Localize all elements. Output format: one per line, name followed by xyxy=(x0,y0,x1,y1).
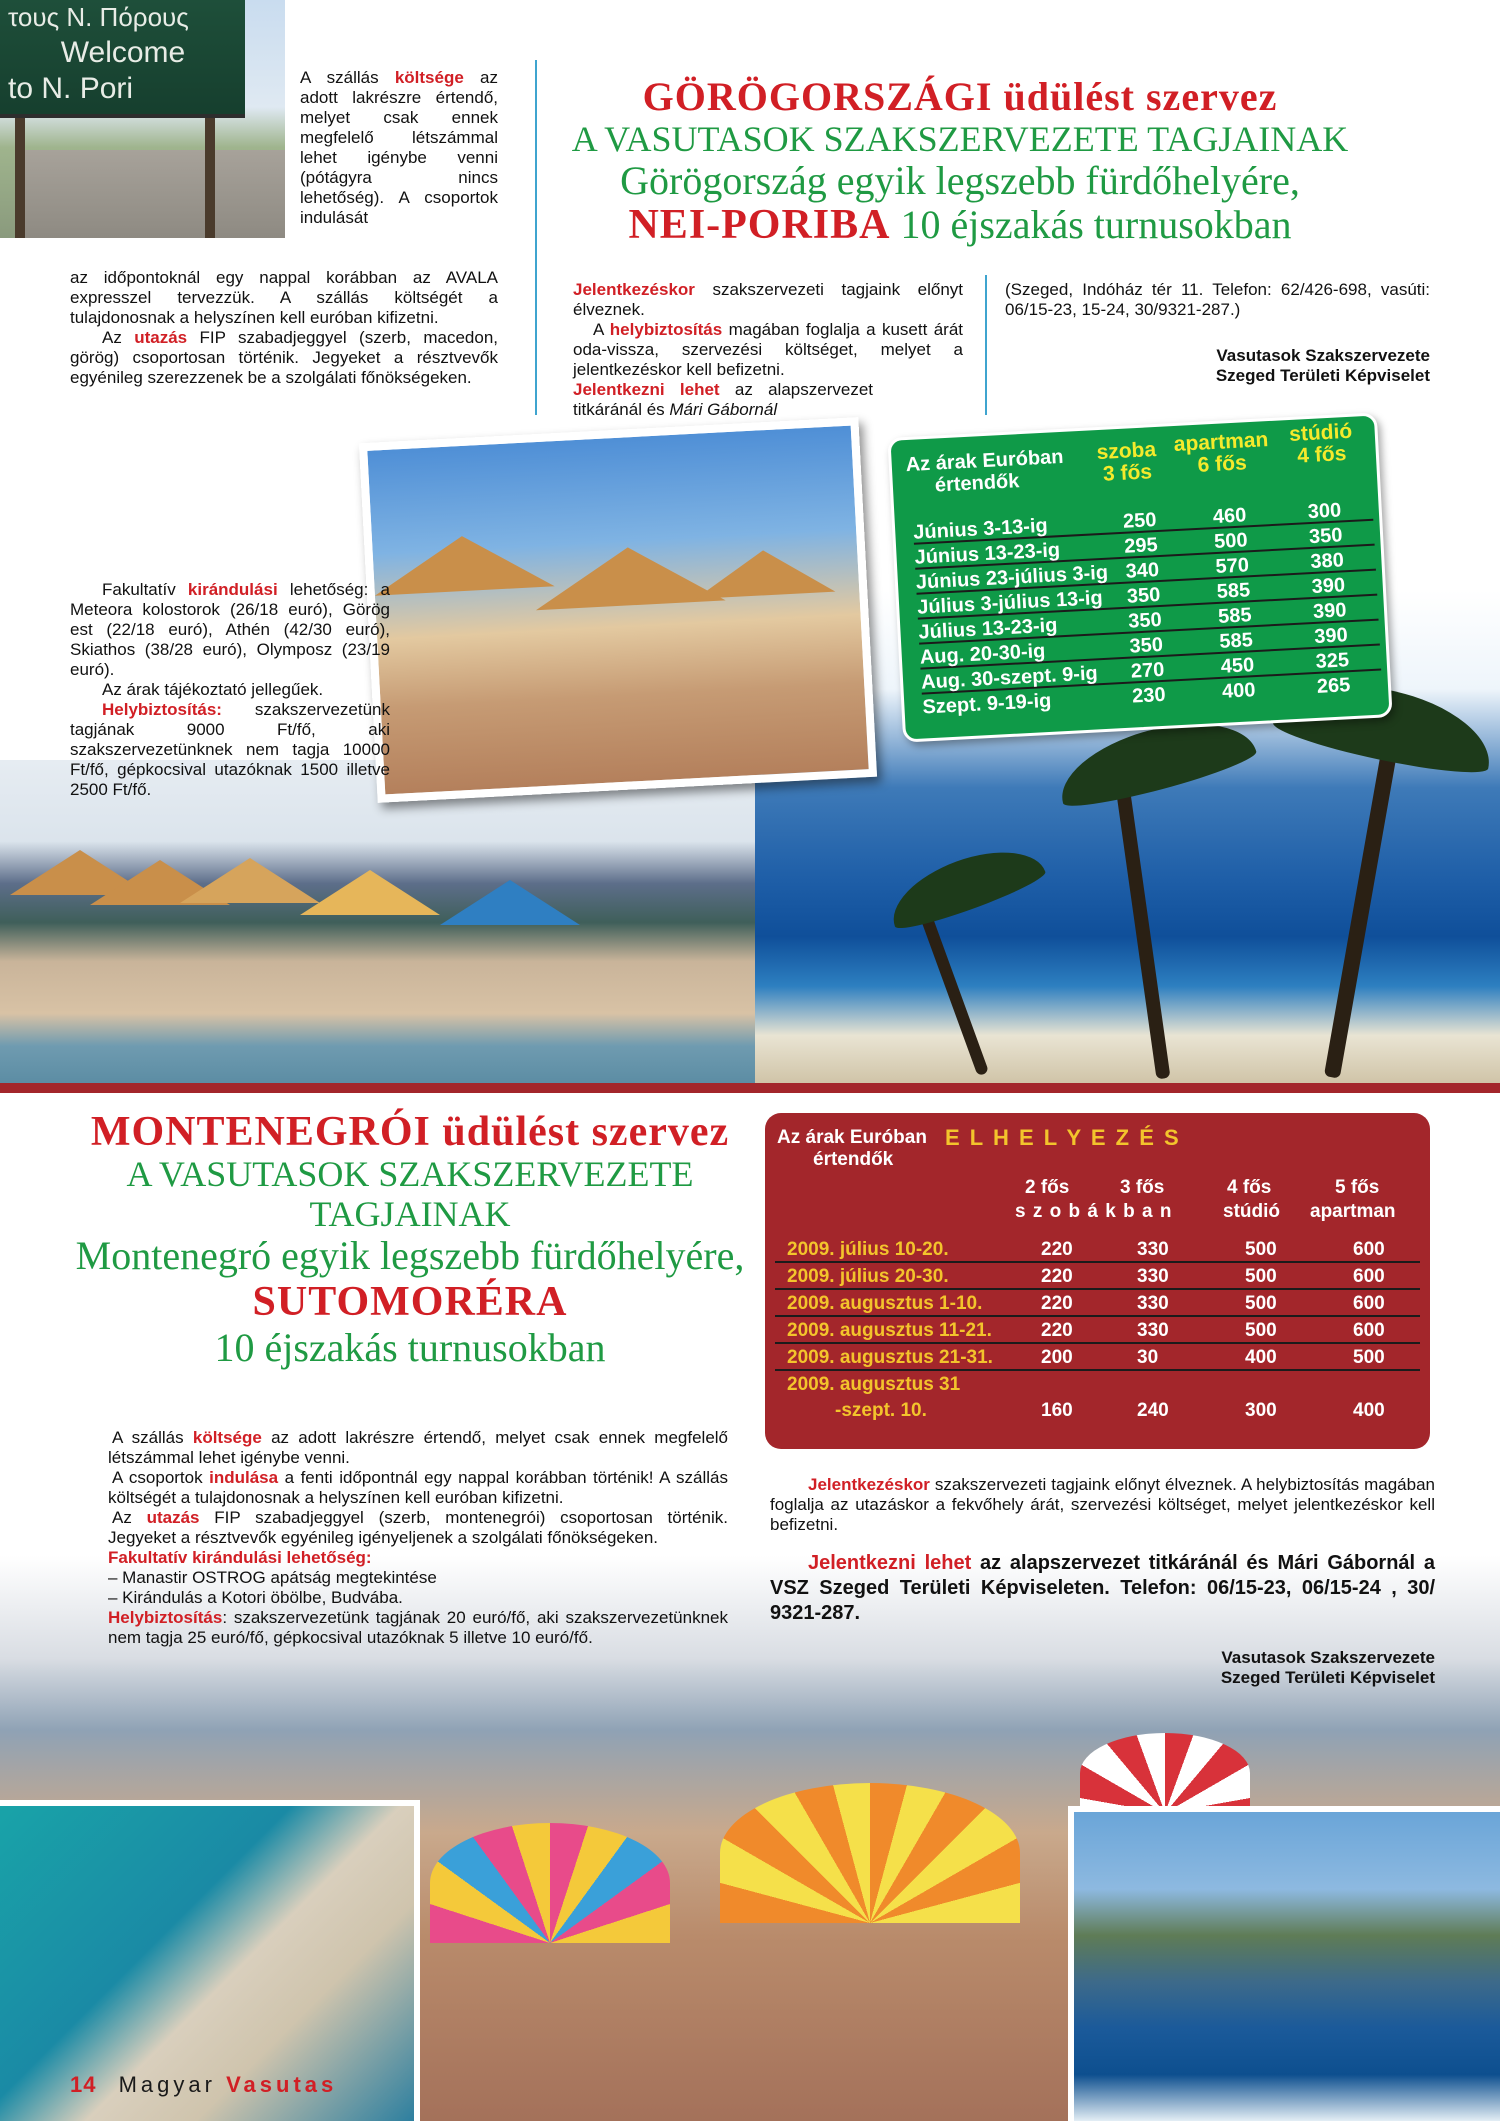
table-header: 4 fős xyxy=(1227,1177,1272,1198)
table-header: apartman 6 fős xyxy=(1173,428,1269,477)
signature-line: Vasutasok Szakszervezete xyxy=(1221,1648,1435,1667)
intro-paragraph: A szállás költsége az adott lakrészre értendő, melyet csak ennek megfelelő létszámmal lehet igénybe venni (pótágyra nincs lehetőség). A csoportok indulását xyxy=(300,68,498,227)
magazine-name-accent: Vasutas xyxy=(226,2072,338,2097)
mont-title-block: MONTENEGRÓI üdülést szervez A VASUTASOK SZAKSZERVEZETE TAGJAINAK Montenegró egyik legszebb fürdőhelyére, SUTOMORÉRA 10 éjszakás turnusokban xyxy=(70,1110,750,1370)
table-header: 3 fős xyxy=(1120,1177,1165,1198)
sign-post xyxy=(205,110,215,238)
table-header: stúdió 4 fős xyxy=(1288,419,1353,468)
sign-line: Welcome xyxy=(60,36,186,69)
greek-title-country: GÖRÖGORSZÁGI xyxy=(642,74,993,119)
table-row: 2009. augusztus 1-10. 220 330 500 600 xyxy=(775,1291,1420,1317)
sign-line: τους Ν. Πόρους xyxy=(8,2,189,32)
table-row: Június 23-július 3-ig 340 570 380 xyxy=(915,548,1376,595)
excursion-paragraph: Fakultatív kirándulási lehetőség: a Meteora kolostorok (26/18 euró), Görög est (22/18 euró), Athén (42/30 euró), Skiathos (38/28 euró), Olymposz (23/19 euró). Az árak tájékoztató jellegűek. Helybiztosítás: szakszervezetünk tagjának 9000 Ft/fő, aki szakszervezetünknek nem tagja 10000 Ft/fő, gépkocsival utazóknak 1500 illetve 2500 Ft/fő. xyxy=(70,580,390,799)
parasol-shape xyxy=(300,870,440,915)
road-image xyxy=(20,150,285,238)
table-row: Szept. 9-19-ig 230 400 265 xyxy=(921,674,1351,719)
parasol-shape xyxy=(1080,1733,1250,1813)
table-header: szoba 3 fős xyxy=(1096,437,1157,486)
sign-line: to N. Pori xyxy=(8,72,134,105)
greek-title-resort: NEI-PORIBA xyxy=(628,202,891,248)
table-row: 2009. július 20-30. 220 330 500 600 xyxy=(775,1264,1420,1290)
signature-line: Vasutasok Szakszervezete xyxy=(1216,346,1430,365)
palm-leaf xyxy=(881,834,1048,936)
table-row: Július 13-23-ig 350 585 390 xyxy=(918,598,1379,645)
page-footer xyxy=(70,2072,337,2098)
table-row: Június 13-23-ig 295 500 350 xyxy=(914,523,1375,570)
parasol-shape xyxy=(180,858,320,903)
mont-title-audience: A VASUTASOK SZAKSZERVEZETE xyxy=(126,1154,694,1194)
mont-info-paragraphs: A szállás költsége az adott lakrészre értendő, melyet csak ennek megfelelő létszámmal lehet igénybe venni. A csoportok indulása a fenti időpontnál egy nappal korábban történik! A szállás költségét a tulajdonosnak a helyszínen kell euróban kifizetni. Az utazás FIP szabadjeggyel (szerb, montenegrói) csoportosan történik. Jegyeket a résztvevők egyénileg igényeljenek a szolgálati főnökségeken. Fakultatív kirándulási lehetőség: – Manastir OSTROG apátság megtekintése – Kirándulás a Kotori öbölbe, Budvába. Helybiztosítás: szakszervezetünk tagjának 20 euró/fő, aki szakszervezetünknek nem tagja 25 euró/fő, gépkocsival utazóknak 5 illetve 10 euró/fő. xyxy=(108,1428,729,1647)
mont-registration-block: Jelentkezéskor szakszervezeti tagjaink előnyt élveznek. A helybiztosítás magában foglalja az utazáskor a fekvőhely árát, szervezési költséget, melyet jelentkezéskor kell befizetni. Jelentkezni lehet az alapszervezet titkáránál és Mári Gábornál a VSZ Szeged Területi Képviseleten. Telefon: 06/15-23, 06/15-24 , 30/ 9321-287. Vasutasok Szakszervezete Szeged Területi Képviselet xyxy=(770,1475,1435,1687)
table-header: 2 fős xyxy=(1025,1177,1070,1198)
beach-photo xyxy=(0,760,760,1085)
greek-price-table xyxy=(887,412,1392,742)
greek-title-block: GÖRÖGORSZÁGI üdülést szervez A VASUTASOK SZAKSZERVEZETE TAGJAINAK Görögország egyik legszebb fürdőhelyére, NEI-PORIBA 10 éjszakás turnusokban xyxy=(540,75,1380,247)
table-subheader: stúdió xyxy=(1223,1201,1280,1222)
mont-title-country: MONTENEGRÓI xyxy=(90,1109,431,1155)
beach-umbrellas-photo xyxy=(359,417,877,803)
magazine-name: Magyar xyxy=(118,2072,227,2097)
parasol-shape xyxy=(693,547,835,599)
column-divider xyxy=(535,60,537,415)
departure-paragraph: az időpontoknál egy nappal korábban az AVALA expresszel tervezzük. A szállás költségét a tulajdonosnak a helyszínen kell euróban kifizetni. Az utazás FIP szabadjeggyel (szerb, macedon, görög) csoportosan történik. Jegyeket a résztvevők egyénileg szerezzenek be a szolgálati főnökségeken. xyxy=(70,268,498,387)
table-caption: Az árak Euróban xyxy=(777,1127,927,1148)
signature-line: Szeged Területi Képviselet xyxy=(1215,366,1430,385)
parasol-shape xyxy=(720,1783,1020,1923)
table-header: 5 fős xyxy=(1335,1177,1380,1198)
column-divider xyxy=(985,275,987,415)
contact-paragraph: (Szeged, Indóház tér 11. Telefon: 62/426-698, vasúti: 06/15-23, 15-24, 30/9321-287.) Vasutasok Szakszervezete Szeged Területi Képviselet xyxy=(1005,280,1430,385)
welcome-sign-photo xyxy=(0,0,285,238)
greek-title-audience: A VASUTASOK SZAKSZERVEZETE TAGJAINAK xyxy=(571,119,1349,159)
prices-note: Az árak tájékoztató jellegűek. xyxy=(102,680,324,699)
signature-line: Szeged Területi Képviselet xyxy=(1220,1668,1435,1687)
table-subheader: s z o b á k b a n xyxy=(1015,1201,1173,1222)
table-caption: értendők xyxy=(813,1149,894,1170)
parasol-shape xyxy=(430,1823,670,1943)
table-heading: E L H E L Y E Z É S xyxy=(945,1125,1181,1150)
mont-price-table xyxy=(765,1113,1430,1449)
page-number: 14 xyxy=(70,2072,97,2097)
coastline-photo xyxy=(1068,1806,1500,2121)
table-row: Július 3-július 13-ig 350 585 390 xyxy=(917,573,1378,620)
table-row: Aug. 30-szept. 9-ig 270 450 325 xyxy=(921,648,1382,695)
table-row: Aug. 20-30-ig 350 585 390 xyxy=(919,623,1380,670)
mont-title-resort: SUTOMORÉRA xyxy=(252,1279,568,1325)
section-divider xyxy=(0,1083,1500,1093)
mont-title-destination: Montenegró egyik legszebb fürdőhelyére, xyxy=(75,1233,745,1278)
table-subheader: apartman xyxy=(1310,1201,1396,1222)
table-caption: értendők xyxy=(934,470,1020,497)
sign-post xyxy=(15,110,25,238)
greek-title-destination: Görögország egyik legszebb fürdőhelyére, xyxy=(620,158,1300,203)
palm-trunk xyxy=(1113,771,1170,1080)
parasol-shape xyxy=(372,531,555,595)
table-caption: Az árak Euróban xyxy=(905,445,1064,477)
palm-trunk xyxy=(1324,721,1402,1078)
parasol-shape xyxy=(440,880,580,925)
table-row: 2009. július 10-20. 220 330 500 600 xyxy=(775,1237,1420,1263)
sign-board xyxy=(0,0,245,118)
registration-paragraph: Jelentkezéskor szakszervezeti tagjaink előnyt élveznek. A helybiztosítás magában foglalja a kusett árát oda-vissza, szervezési költséget, melyet a jelentkezéskor kell befizetni. Jelentkezni lehet az alapszervezet titkáránál és Mári Gábornál xyxy=(573,280,964,419)
table-row: 2009. augusztus 21-31. 200 30 400 500 xyxy=(775,1345,1420,1371)
table-row: 2009. augusztus 31 -szept. 10. 160 240 300 400 xyxy=(787,1374,1385,1421)
table-row: 2009. augusztus 11-21. 220 330 500 600 xyxy=(775,1318,1420,1344)
table-row: Június 3-13-ig 250 460 300 xyxy=(913,498,1374,545)
